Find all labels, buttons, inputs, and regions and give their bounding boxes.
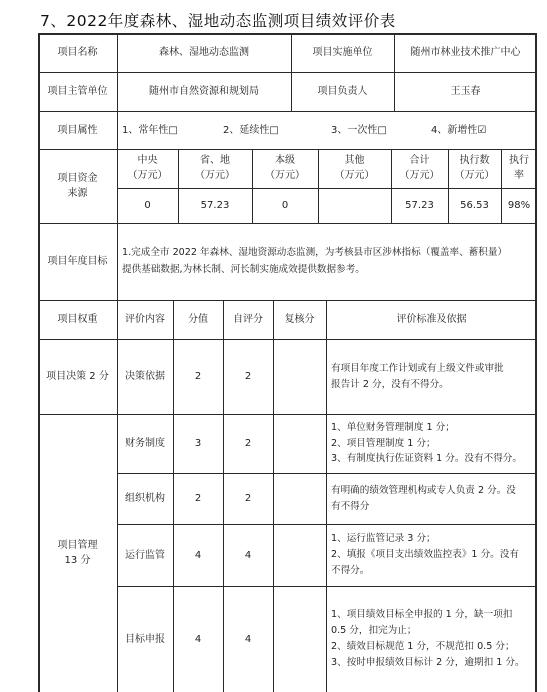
- col-divider: [291, 33, 292, 111]
- criteria-line: 有不得分: [331, 500, 370, 512]
- funding-value-local: 0: [281, 200, 289, 211]
- col-divider: [252, 149, 253, 223]
- header-line: 中央: [137, 155, 158, 166]
- impl-unit-label: 项目实施单位: [312, 47, 373, 58]
- criteria-line: 3、有制度执行佐证资料 1 分。没有不得分。: [331, 453, 522, 465]
- criteria-line: 2、填报《项目支出绩效监控表》1 分。没有: [331, 549, 519, 561]
- eval-row-criteria: [326, 414, 537, 473]
- funding-value-total: 57.23: [405, 200, 434, 211]
- row-divider: [38, 72, 537, 73]
- eval-row-self-score: 4: [244, 633, 252, 645]
- funding-header-executed: [448, 149, 501, 188]
- funding-header-rate: [501, 149, 537, 188]
- evaluation-table: [38, 33, 537, 692]
- criteria-line: 不得分。: [331, 564, 370, 576]
- eval-row-review-score: [273, 586, 326, 692]
- header-unit: （万元）: [195, 169, 235, 181]
- row-divider: [117, 586, 537, 587]
- row-divider: [38, 414, 537, 415]
- header-line: 执行数: [459, 155, 490, 166]
- eval-row-score: 2: [194, 371, 202, 382]
- eval-header-review: 复核分: [284, 314, 315, 325]
- eval-row-content: 财务制度: [125, 438, 165, 449]
- row-divider: [38, 223, 537, 224]
- goal-line-1: 1.完成全市 2022 年森林、湿地资源动态监测，为考核县市区涉林指标（覆盖率、蓄积量）: [122, 247, 508, 258]
- funding-label: [38, 149, 117, 223]
- col-divider: [223, 300, 224, 692]
- row-divider: [38, 300, 537, 301]
- header-line: 其他: [344, 155, 365, 166]
- criteria-line: 2、绩效目标规范 1 分，不规范扣 0.5 分；: [331, 641, 515, 652]
- table-border-left: [38, 33, 40, 692]
- criteria-line: 1、单位财务管理制度 1 分；: [331, 421, 455, 433]
- funding-header-central: [117, 149, 178, 188]
- funding-value-executed: 56.53: [460, 200, 489, 211]
- eval-row-score: 2: [194, 493, 202, 504]
- project-name-label: 项目名称: [57, 47, 98, 58]
- header-unit: （万元）: [454, 169, 495, 181]
- col-divider: [448, 149, 449, 223]
- col-divider: [394, 33, 395, 111]
- header-unit: （万元）: [399, 169, 440, 181]
- eval-row-criteria: [326, 586, 537, 692]
- funding-header-local: [252, 149, 318, 188]
- eval-row-score: 4: [194, 633, 202, 645]
- eval-row-review-score: [273, 414, 326, 473]
- leader-label: 项目负责人: [317, 86, 368, 97]
- eval-row-self-score: 2: [244, 493, 252, 504]
- row-divider: [117, 473, 537, 474]
- attr-option-2: 2、延续性□: [223, 124, 279, 136]
- col-divider: [391, 149, 392, 223]
- row-divider: [38, 111, 537, 112]
- col-divider: [318, 149, 319, 223]
- attr-option-3: 3、一次性□: [331, 124, 387, 136]
- header-unit: （万元）: [127, 169, 168, 181]
- eval-row-score: 3: [194, 438, 202, 449]
- funding-label-line2: 来源: [67, 188, 88, 199]
- funding-label-line1: 项目资金: [57, 173, 98, 184]
- goal-text: [117, 223, 537, 300]
- dept-value: 随州市自然资源和规划局: [149, 86, 259, 97]
- col-divider: [117, 33, 118, 692]
- eval-row-self-score: 2: [244, 371, 252, 382]
- funding-value-rate: 98%: [507, 200, 531, 211]
- eval-row-review-score: [273, 473, 326, 524]
- table-border-top: [38, 33, 537, 35]
- criteria-line: 有项目年度工作计划或有上级文件或审批: [331, 362, 504, 374]
- eval-group-decision: 项目决策 2 分: [46, 371, 109, 382]
- criteria-line: 1、运行监管记录 3 分；: [331, 533, 436, 545]
- criteria-line: 3、按时申报绩效目标计 2 分，逾期扣 1 分。: [331, 656, 525, 668]
- funding-header-province: [178, 149, 252, 188]
- header-line: 省、地: [200, 155, 230, 166]
- table-border-right: [535, 33, 537, 692]
- row-divider: [38, 339, 537, 340]
- eval-row-content: 决策依据: [125, 371, 165, 382]
- criteria-line: 0.5 分，扣完为止；: [331, 625, 417, 637]
- col-divider: [173, 300, 174, 692]
- header-line: 合计: [409, 155, 430, 166]
- eval-row-criteria: [326, 339, 537, 414]
- attr-option-1: 1、常年性□: [122, 124, 178, 136]
- eval-row-score: 4: [194, 549, 202, 561]
- header-unit: 率: [514, 169, 524, 181]
- col-divider: [326, 300, 327, 692]
- page-title: 7、2022年度森林、湿地动态监测项目绩效评价表: [40, 12, 396, 30]
- leader-value: 王玉春: [450, 86, 481, 97]
- criteria-line: 有明确的绩效管理机构或专人负责 2 分。没: [331, 484, 516, 496]
- funding-header-total: [391, 149, 448, 188]
- col-divider: [273, 300, 274, 692]
- funding-header-other: [318, 149, 391, 188]
- dept-label: 项目主管单位: [47, 86, 108, 97]
- group-label-line1: 项目管理: [57, 540, 98, 551]
- goal-line-2: 提供基础数据,为林长制、河长制实施成效提供数据参考。: [122, 263, 365, 275]
- eval-row-review-score: [273, 524, 326, 586]
- header-line: 本级: [275, 155, 295, 166]
- row-divider: [38, 149, 537, 150]
- funding-value-central: 0: [144, 200, 151, 211]
- criteria-line: 2、项目管理制度 1 分；: [331, 437, 436, 449]
- criteria-line: 报告计 2 分，没有不得分。: [331, 378, 449, 390]
- header-line: 执行: [509, 155, 529, 166]
- eval-header-score: 分值: [188, 314, 208, 325]
- row-divider: [117, 188, 537, 189]
- criteria-line: 1、项目绩效目标全申报的 1 分，缺一项扣: [331, 609, 513, 621]
- funding-value-province: 57.23: [200, 200, 230, 211]
- eval-row-criteria: [326, 524, 537, 586]
- col-divider: [501, 149, 502, 223]
- header-unit: （万元）: [334, 169, 375, 181]
- goal-label: 项目年度目标: [47, 256, 108, 267]
- group-label-line2: 13 分: [64, 555, 91, 566]
- eval-row-content: 运行监管: [125, 549, 165, 561]
- eval-header-weight: 项目权重: [57, 314, 98, 325]
- impl-unit-value: 随州市林业技术推广中心: [410, 47, 521, 58]
- row-divider: [117, 524, 537, 525]
- eval-row-criteria: [326, 473, 537, 524]
- eval-row-review-score: [273, 339, 326, 414]
- eval-row-content: 目标申报: [125, 633, 165, 645]
- eval-row-self-score: 4: [244, 549, 252, 561]
- eval-row-content: 组织机构: [125, 493, 165, 504]
- eval-header-content: 评价内容: [125, 314, 165, 325]
- attr-label: 项目属性: [57, 124, 98, 136]
- col-divider: [178, 149, 179, 223]
- header-unit: （万元）: [265, 169, 305, 181]
- eval-header-criteria: 评价标准及依据: [396, 314, 467, 325]
- eval-group-management: [38, 414, 117, 692]
- eval-header-self: 自评分: [233, 314, 263, 325]
- project-name-value: 森林、湿地动态监测: [159, 47, 249, 58]
- funding-value-other: [318, 188, 391, 223]
- eval-row-self-score: 2: [244, 438, 252, 449]
- attr-option-4: 4、新增性☑: [431, 124, 487, 136]
